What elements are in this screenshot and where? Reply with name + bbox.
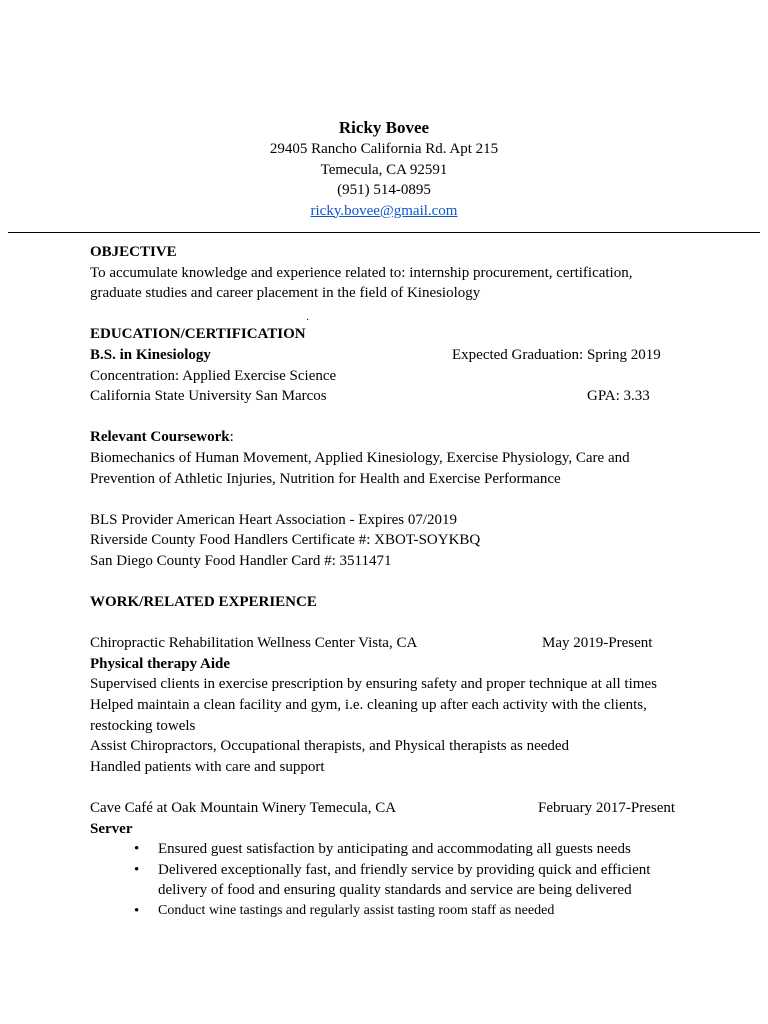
- certification-bls: BLS Provider American Heart Association - Expires 07/2019: [90, 511, 458, 528]
- concentration: Concentration: Applied Exercise Science: [90, 367, 337, 384]
- degree-name: B.S. in Kinesiology: [90, 346, 211, 363]
- list-item: [90, 901, 690, 922]
- coursework-colon: :: [229, 429, 234, 446]
- list-item: [90, 860, 690, 901]
- job2-employer-row: [90, 798, 690, 819]
- coursework-line-1: Biomechanics of Human Movement, Applied Kinesiology, Exercise Physiology, Care and: [90, 449, 630, 466]
- graduation-date: Expected Graduation: Spring 2019: [452, 346, 661, 363]
- job1-duty: Supervised clients in exercise prescription by ensuring safety and proper technique at all times: [90, 676, 657, 693]
- job1-duty: Assist Chiropractors, Occupational therapists, and Physical therapists as needed: [90, 738, 570, 755]
- job1-duty: Handled patients with care and support: [90, 758, 325, 775]
- job1-duty: Helped maintain a clean facility and gym, i.e. cleaning up after each activity with the clients,: [90, 697, 647, 714]
- school-name: California State University San Marcos: [90, 388, 327, 405]
- objective-heading: OBJECTIVE: [90, 244, 177, 260]
- job2-duty: delivery of food and ensuring quality standards and service are being delivered: [158, 882, 632, 899]
- job1-duty: restocking towels: [90, 717, 196, 734]
- job2-title: Server: [90, 820, 133, 837]
- job2-duty-list: [90, 839, 690, 921]
- job2-dates: February 2017-Present: [538, 800, 676, 817]
- job1-employer: Chiropractic Rehabilitation Wellness Center Vista, CA: [90, 635, 418, 652]
- resume-body: [90, 242, 690, 922]
- address-line-2: Temecula, CA 92591: [320, 161, 448, 178]
- bullet-icon: •: [134, 841, 140, 858]
- coursework-heading-row: [90, 427, 690, 448]
- job2-duty: Conduct wine tastings and regularly assist tasting room staff as needed: [158, 903, 555, 918]
- objective-text-line-1: To accumulate knowledge and experience related to: internship procurement, certification,: [90, 264, 633, 281]
- coursework-line-2: Prevention of Athletic Injuries, Nutrition for Health and Exercise Performance: [90, 470, 561, 487]
- gpa: GPA: 3.33: [587, 388, 650, 405]
- job2-duty: Ensured guest satisfaction by anticipating and accommodating all guests needs: [158, 841, 631, 858]
- list-item: [90, 839, 690, 860]
- school-row: [90, 386, 690, 407]
- job2-duty: Delivered exceptionally fast, and friendly service by providing quick and efficient: [158, 861, 651, 878]
- job1-employer-row: [90, 633, 690, 654]
- coursework-heading: Relevant Coursework: [90, 429, 230, 446]
- job1-title: Physical therapy Aide: [90, 655, 231, 672]
- phone-number: (951) 514-0895: [337, 182, 431, 198]
- experience-heading: WORK/RELATED EXPERIENCE: [90, 594, 317, 611]
- job1-dates: May 2019-Present: [542, 635, 653, 652]
- candidate-name: Ricky Bovee: [338, 118, 430, 137]
- job2-employer: Cave Café at Oak Mountain Winery Temecula, CA: [90, 800, 397, 817]
- bullet-icon: •: [134, 861, 140, 878]
- address-line-1: 29405 Rancho California Rd. Apt 215: [269, 141, 499, 157]
- certification-san-diego: San Diego County Food Handler Card #: 3511471: [90, 552, 392, 569]
- resume-header: [0, 117, 768, 221]
- header-divider: [8, 232, 760, 233]
- degree-row: [90, 345, 690, 366]
- stray-dot-mark: ·: [306, 315, 310, 326]
- bullet-icon: •: [134, 903, 140, 919]
- email-link[interactable]: ricky.bovee@gmail.com: [310, 202, 458, 219]
- objective-text-line-2: graduate studies and career placement in the field of Kinesiology: [90, 285, 481, 302]
- education-heading: EDUCATION/CERTIFICATION: [90, 326, 306, 343]
- certification-riverside: Riverside County Food Handlers Certificate #: XBOT-SOYKBQ: [90, 532, 481, 549]
